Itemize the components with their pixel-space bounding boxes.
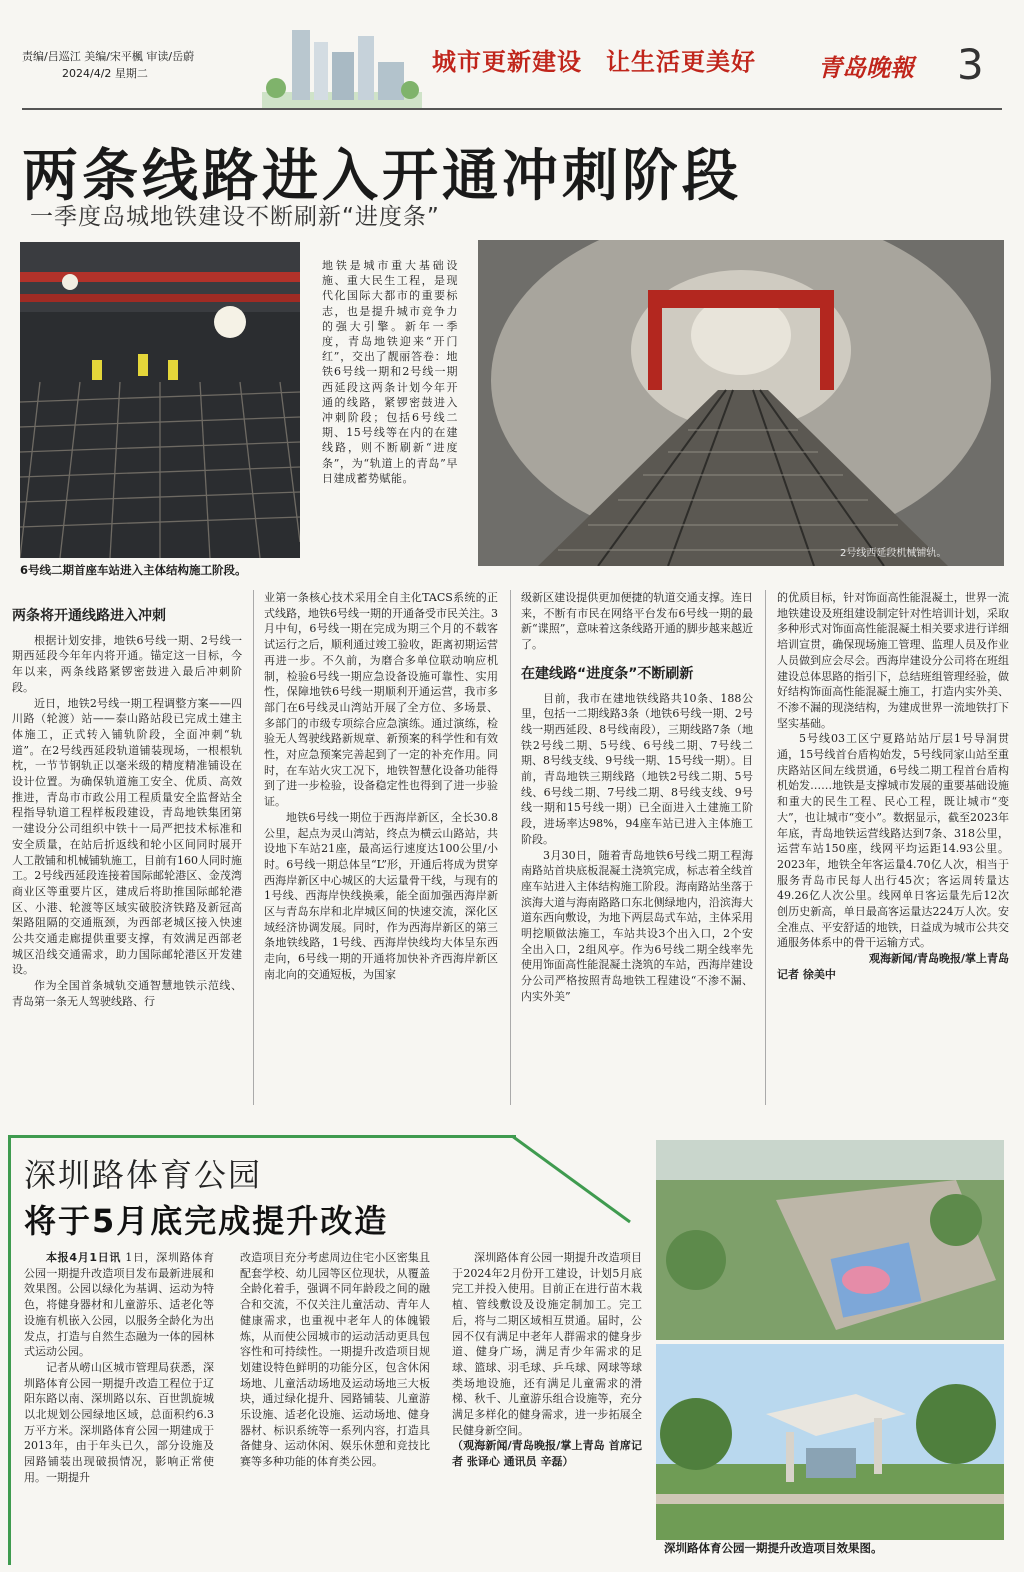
column-divider — [510, 590, 511, 1105]
paragraph: 近日，地铁2号线一期工程调整方案——四川路（轮渡）站——泰山路站段已完成土建主体施工，正式转入铺轨阶段，全面冲刺“轨道”。在2号线西延段轨道铺装现场，一根根轨枕，一节节钢轨正以毫米级的精度精准铺设在设计位置。为确保轨道施工安全、优质、高效推进，青岛市市政公用工程质量安全监督站全程指导轨道工程样板段建设，青岛地铁集团第一建设分公司组织中铁十一局严把技术标准和安全质量，在站后折返线和轮小区间同时展开人工散铺和机械铺轨施工，目前有160人同时施工。2号线西延段连接着国际邮轮港区、金茂湾商业区等重要片区，建成后将助推国际邮轮港区、小港、轮渡等区域实破胶济铁路及新冠高架路阻隔的交通瓶颈，为西部老城区接入快速公共交通走廊提供重要支撑，有效满足西部老城区沿线交通需求，助力国际邮轮港区开发建设。 — [12, 696, 242, 977]
article1-column-1 — [12, 605, 242, 1105]
article1-column-3 — [521, 590, 753, 1105]
byline-outlet: 观海新闻/青岛晚报/掌上青岛 — [868, 952, 1009, 966]
section2-title-line2: 将于5月底完成提升改造 — [24, 1202, 389, 1240]
construction-site-photo — [20, 242, 300, 558]
masthead-meta — [22, 48, 194, 82]
park-rendering-aerial — [656, 1140, 1004, 1340]
byline-reporter: 记者 徐美中 — [777, 967, 836, 981]
paragraph: 作为全国首条城轨交通智慧地铁示范线、青岛第一条无人驾驶线路、行 — [12, 979, 242, 1008]
slogan-part-2: 让生活更美好 — [606, 48, 756, 76]
paragraph: 地铁6号线一期位于西海岸新区，全长30.8公里，起点为灵山湾站，终点为横云山路站，共设地下车站21座，最高运行速度达100公里/小时。6号线一期总体呈“L”形，开通后将成为贯穿西海岸新区中心城区的大运量骨干线，与现有的1号线、西海岸快线换乘，能全面加强西海岸新区与青岛东岸和北岸城区间的快速交流，深化区域经济协调发展。同时，作为西海岸新区的第三条地铁线路，1号线、西海岸快线均大体呈东西走向，6号线一期的开通将加快补齐西海岸新区南北向的交通短板，为国家 — [264, 810, 498, 981]
column-divider — [253, 590, 254, 1105]
paragraph: 记者从崂山区城市管理局获悉，深圳路体育公园一期提升改造工程位于辽阳东路以南、深圳路以东、百世凯旋城以北规划公园绿地区域，总面积约6.3万平方米。深圳路体育公园一期建成于2013年，由于年头已久，部分设施及园路铺装出现破损情况，影响正常使用。一期提升 — [24, 1360, 214, 1484]
paragraph: 业第一条核心技术采用全自主化TACS系统的正式线路，地铁6号线一期的开通备受市民关注。3月中旬，6号线一期在完成为期三个月的不载客试运行之后，顺利通过竣工验收，距离初期运营再进一步。不久前，为磨合多单位联动响应机制，检验6号线一期应急设备设施可靠性、实用性，保障地铁6号线一期顺利开通运营，我市多部门在6号线灵山湾站开展了全方位、多场景、多部门的市级专项综合应急演练。通过演练，检验无人驾驶线路新规章、新预案的科学性和有效性，对应急预案完善起到了一定的补充作用。同时，在车站火灾工况下，地铁智慧化设备功能得到了进一步检验，设备稳定性也得到了进一步验证。 — [264, 591, 498, 809]
section2-title-line1: 深圳路体育公园 — [24, 1156, 263, 1194]
photo1-caption: 6号线二期首座车站进入主体结构施工阶段。 — [20, 563, 247, 577]
newspaper-name: 青岛晚報 — [818, 53, 914, 82]
byline: （观海新闻/青岛晚报/掌上青岛 首席记者 张译心 通讯员 辛磊） — [452, 1439, 642, 1469]
section2-left-border — [8, 1135, 11, 1565]
masthead-divider — [22, 108, 1002, 110]
paragraph: 的优质目标，针对饰面高性能混凝土，世界一流地铁建设及班组建设制定针对性培训计划，采取多种形式对饰面高性能混凝土相关要求进行详细培训宣贯，确保现场施工管理、监理人员及作业人员做到应会尽会。西海岸建设分公司将在班组建设总体思路的指引下，总结班组管理经验，做好结构饰面高性能混凝土施工，打造内实外美、不渗不漏的现浇结构，为建成世界一流地铁打下坚实基础。 — [777, 591, 1009, 730]
editors-line: 责编/吕巡江 美编/宋平楓 审读/岳蔚 — [22, 50, 195, 63]
dateline: 本报4月1日讯 — [46, 1251, 122, 1264]
section2-corner-accent — [512, 1134, 632, 1224]
paragraph: 目前，我市在建地铁线路共10条、188公里，包括一二期线路3条（地铁6号线一期、2号线一期西延段、8号线南段），三期线路7条（地铁2号线二期、5号线、6号线二期、7号线二期、8号线支线、9号线一期、15号线一期）。目前，青岛地铁三期线路（地铁2号线二期、5号线、6号线二期、7号线二期、8号线支线、9号线一期和15号线一期）已全面进入土建施工阶段，进场率达98%，94座车站已进入主体施工阶段。 — [521, 691, 753, 846]
section-heading-1: 两条将开通线路进入冲刺 — [12, 608, 166, 624]
article1-column-4 — [777, 590, 1009, 1110]
date-line: 2024/4/2 星期二 — [62, 67, 148, 80]
paragraph: 级新区建设提供更加便捷的轨道交通支撑。连日来，不断有市民在网络平台发布6号线一期的最新“谍照”，意味着这条线路开通的脚步越来越近了。 — [521, 591, 753, 652]
article1-column-2 — [264, 590, 498, 1105]
headline: 两条线路进入开通冲刺阶段 — [22, 144, 742, 209]
section2-top-border — [8, 1135, 516, 1138]
section-heading-2: 在建线路“进度条”不断刷新 — [521, 665, 694, 682]
photo2-caption: 2号线西延段机械铺轨。 — [840, 548, 947, 559]
paragraph: 根据计划安排，地铁6号线一期、2号线一期西延段今年年内将开通。锚定这一目标，今年以来，两条线路紧锣密鼓进入最后冲刺阶段。 — [12, 633, 242, 694]
article2-column-3 — [452, 1250, 642, 1565]
slogan — [432, 42, 756, 77]
intro-paragraph: 地铁是城市重大基础设施、重大民生工程，是现代化国际大都市的重要标志，也是提升城市竞争力的强大引擎。新年一季度，青岛地铁迎来“开门红”，交出了靓丽答卷：地铁6号线一期和2号线一期西延段这两条计划今年开通的线路，紧锣密鼓进入冲刺阶段；包括6号线二期、15号线等在内的在建线路，则不断刷新“进度条”，为“轨道上的青岛”早日建成蓄势赋能。 — [322, 259, 458, 485]
paragraph: 5号线03工区宁夏路站站厅层1号导洞贯通，15号线首台盾构始发，5号线同家山站至重庆路站区间左线贯通，6号线二期工程首台盾构机始发……地铁是支撑城市发展的重要基础设施和重大的民生工程、民心工程，既让城市“变大”，也让城市“变小”。数据显示，截至2023年年底，青岛地铁运营线路达到7条、318公里，运营车站150座，线网平均运距14.93公里。2023年，地铁全年客运量4.70亿人次，相当于服务青岛市民每人出行45次；客运周转量达49.26亿人次公里。线网单日客运量先后12次创历史新高，单日最高客运量达224万人次。安全准点、平安舒适的地铁，日益成为城市公共交通服务体系中的骨干运输方式。 — [777, 732, 1009, 950]
park-photo-caption: 深圳路体育公园一期提升改造项目效果图。 — [664, 1541, 883, 1555]
column-divider — [765, 590, 766, 1105]
slogan-part-1: 城市更新建设 — [432, 48, 582, 76]
page-number: 3 — [957, 40, 984, 89]
park-rendering-pavilion — [656, 1344, 1004, 1540]
subheadline: 一季度岛城地铁建设不断刷新“进度条” — [30, 204, 440, 230]
paragraph: 1日，深圳路体育公园一期提升改造项目发布最新进展和效果图。公园以绿化为基调、运动为特色，将健身器材和儿童游乐、适老化等设施有机嵌入公园，以服务全龄化为出发点，打造与自然生态融为一体的园林式运动公园。 — [24, 1251, 214, 1359]
article2-column-1 — [24, 1250, 214, 1560]
paragraph: 改造项目充分考虑周边住宅小区密集且配套学校、幼儿园等区位现状，从覆盖全龄化着手，强调不同年龄段之间的融合和交流，不仅关注儿童活动、青年人健康需求，也重视中老年人的体魄锻炼，从而使公园城市的运动活动更具包容性和可持续性。一期提升改造项目规划建设特色鲜明的功能分区，包含休闲场地、儿童活动场地及运动场地三大板块，通过绿化提升、园路铺装、儿童游乐设施、适老化设施、运动场地、健身器材、标识系统等一系列内容，打造具备健身、运动休闲、娱乐休憩和竞技比赛等多种功能的体育类公园。 — [240, 1251, 430, 1469]
article2-column-2 — [240, 1250, 430, 1560]
skyline-illustration — [262, 22, 422, 108]
paragraph: 深圳路体育公园一期提升改造项目于2024年2月份开工建设，计划5月底完工并投入使用。目前正在进行苗木栽植、管线敷设及设施定制加工。完工后，将与二期区域相互贯通。届时，公园不仅有满足中老年人群需求的健身步道、健身广场，满足青少年需求的足球、篮球、羽毛球、乒乓球、网球等球类场地设施，还有满足儿童需求的滑梯、秋千、儿童游乐组合设施等，充分满足多样化的健身需求，进一步拓展全民健身新空间。 — [452, 1251, 642, 1437]
paragraph: 3月30日，随着青岛地铁6号线二期工程海南路站首块底板混凝土浇筑完成，标志着全线首座车站进入主体结构施工阶段。海南路站坐落于滨海大道与海南路路口东北侧绿地内，沿滨海大道东西向敷设，为地下两层岛式车站，主体采用明挖顺做法施工，车站共设3个出入口，2个安全出入口，2组风亭。作为6号线二期全线率先使用饰面高性能混凝土浇筑的车站，西海岸建设分公司严格按照青岛地铁工程建设“不渗不漏、内实外美” — [521, 848, 753, 1003]
tunnel-track-laying-photo — [478, 240, 1004, 566]
